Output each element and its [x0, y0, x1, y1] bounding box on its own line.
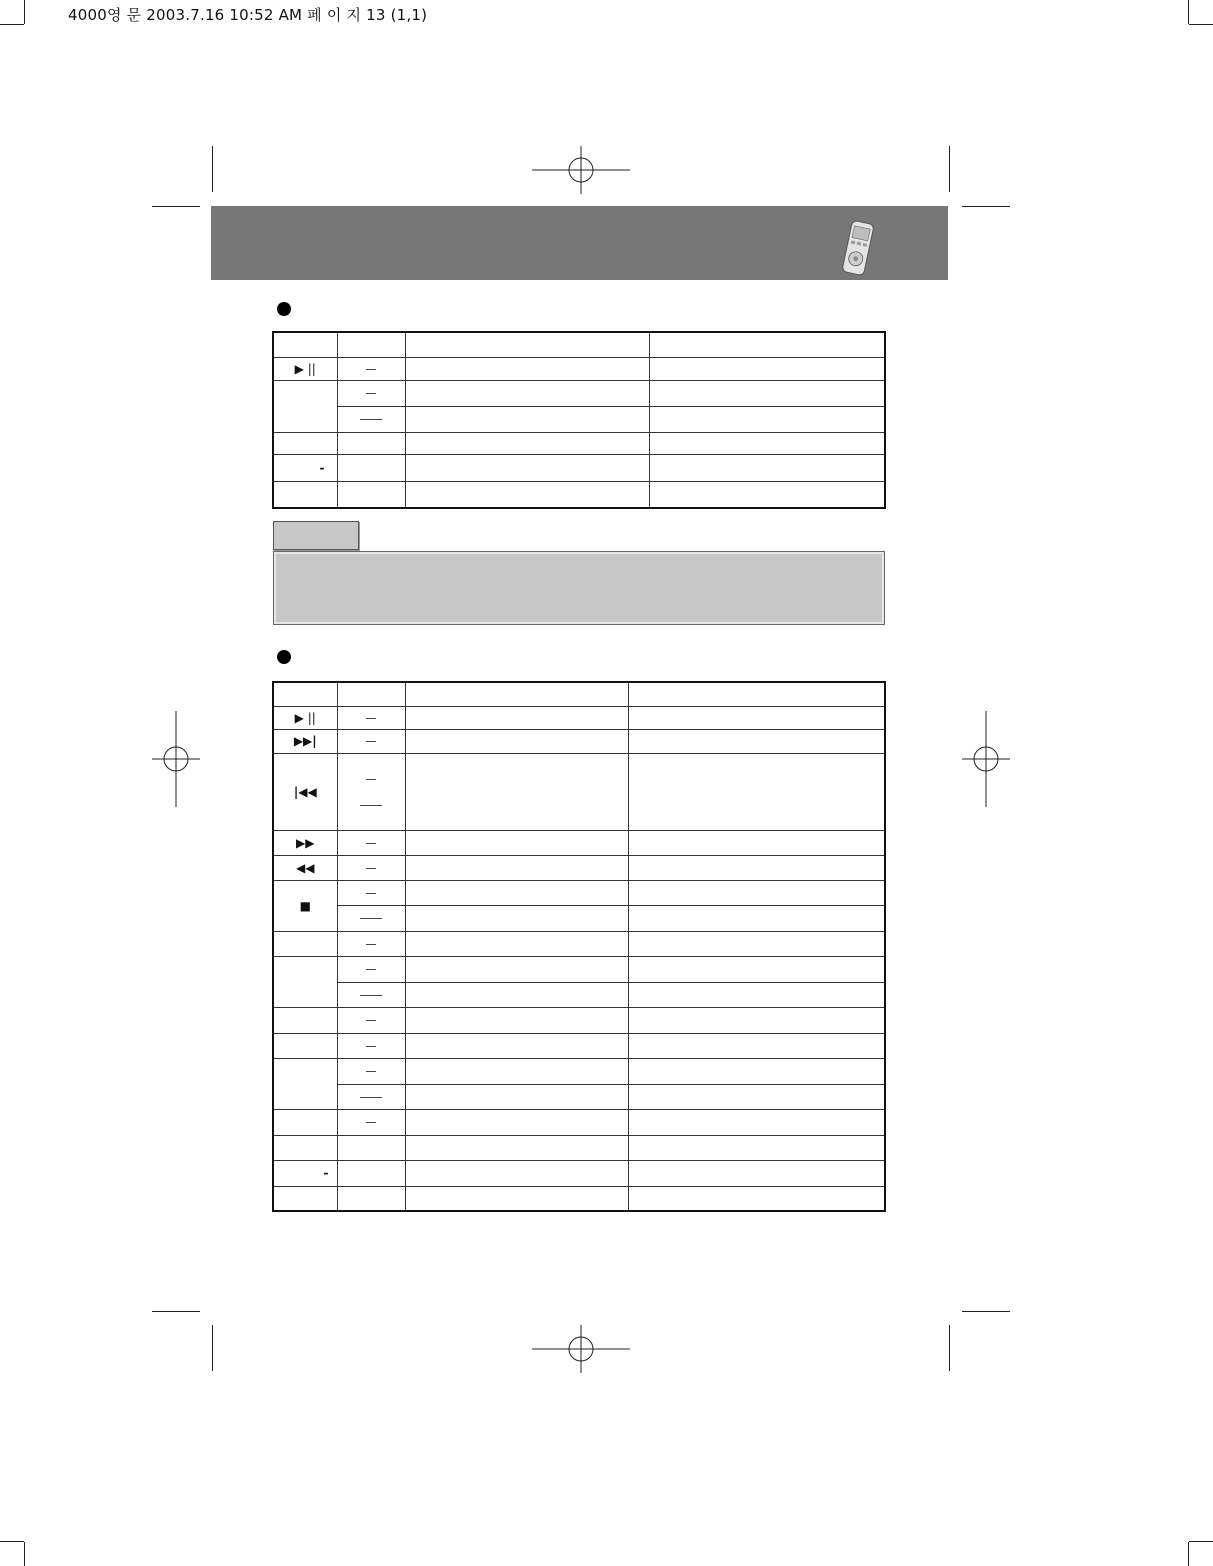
short-press-mark: [366, 843, 376, 844]
minus-icon: -: [323, 1166, 329, 1180]
rewind-icon: ◀◀: [296, 860, 315, 875]
fast-forward-icon: ▶▶: [296, 835, 315, 850]
short-press-mark: [366, 718, 376, 719]
short-press-mark: [366, 1071, 376, 1072]
crop-mark: [1189, 24, 1213, 25]
short-press-mark: [366, 779, 376, 780]
table-row: [273, 1135, 885, 1160]
table-row: [273, 855, 885, 880]
table-row: [273, 905, 885, 931]
registration-mark-icon: [152, 711, 200, 807]
section-bullet-icon: [277, 650, 291, 664]
crop-mark: [24, 1542, 25, 1566]
short-press-mark: [366, 1122, 376, 1123]
long-press-mark: [360, 419, 382, 420]
previous-track-icon: |◀◀: [293, 784, 317, 799]
note-box: [273, 551, 885, 625]
table-row: [273, 432, 885, 454]
trim-mark: [962, 206, 1010, 207]
trim-mark: [949, 1325, 950, 1371]
stop-icon: ■: [299, 898, 311, 913]
note-label-tab: [273, 521, 359, 550]
trim-mark: [212, 1325, 213, 1371]
registration-mark-icon: [532, 1325, 630, 1373]
table-row: [273, 380, 885, 406]
table-row: [273, 454, 885, 481]
print-slug: 4000영 문 2003.7.16 10:52 AM 페 이 지 13 (1,1): [68, 6, 428, 24]
long-press-mark: [360, 995, 382, 996]
trim-mark: [949, 146, 950, 192]
next-track-icon: ▶▶|: [293, 734, 317, 748]
table-header-row: [273, 682, 885, 706]
table-row: [273, 1186, 885, 1211]
crop-mark: [1189, 1541, 1213, 1542]
trim-mark: [212, 146, 213, 192]
long-press-mark: [360, 805, 382, 806]
minus-icon: -: [319, 460, 325, 475]
crop-mark: [24, 0, 25, 24]
long-press-mark: [360, 918, 382, 919]
table-row: [273, 931, 885, 956]
table-row: [273, 1058, 885, 1084]
registration-mark-icon: [962, 711, 1010, 807]
table-row: [273, 753, 885, 830]
short-press-mark: [366, 893, 376, 894]
section-bullet-icon: [277, 302, 291, 316]
table-row: [273, 1033, 885, 1058]
table-row: [273, 1084, 885, 1109]
table-row: [273, 406, 885, 432]
crop-mark: [1188, 1542, 1189, 1566]
short-press-mark: [366, 969, 376, 970]
short-press-mark: [366, 1020, 376, 1021]
table-row: [273, 481, 885, 508]
table-row: [273, 1007, 885, 1033]
mp3-player-icon: [838, 219, 878, 277]
short-press-mark: [366, 944, 376, 945]
trim-mark: [152, 206, 200, 207]
long-press-mark: [360, 1097, 382, 1098]
play-pause-icon: ▶ ||: [294, 710, 316, 725]
button-function-table-2: [272, 681, 886, 1212]
table-row: [273, 1109, 885, 1135]
short-press-mark: [366, 868, 376, 869]
table-row: [273, 706, 885, 729]
table-row: [273, 729, 885, 753]
short-press-mark: [366, 1046, 376, 1047]
short-press-mark: [366, 369, 376, 370]
table-row: [273, 956, 885, 982]
trim-mark: [152, 1311, 200, 1312]
button-function-table-1: [272, 331, 886, 509]
crop-mark: [0, 24, 24, 25]
play-pause-icon: ▶ ||: [294, 361, 316, 376]
registration-mark-icon: [532, 146, 630, 194]
short-press-mark: [366, 393, 376, 394]
table-row: [273, 357, 885, 380]
table-row: [273, 982, 885, 1007]
crop-mark: [1188, 0, 1189, 24]
table-header-row: [273, 332, 885, 357]
trim-mark: [962, 1311, 1010, 1312]
table-row: [273, 830, 885, 855]
short-press-mark: [366, 741, 376, 742]
table-row: [273, 880, 885, 905]
crop-mark: [0, 1541, 24, 1542]
table-row: [273, 1160, 885, 1186]
